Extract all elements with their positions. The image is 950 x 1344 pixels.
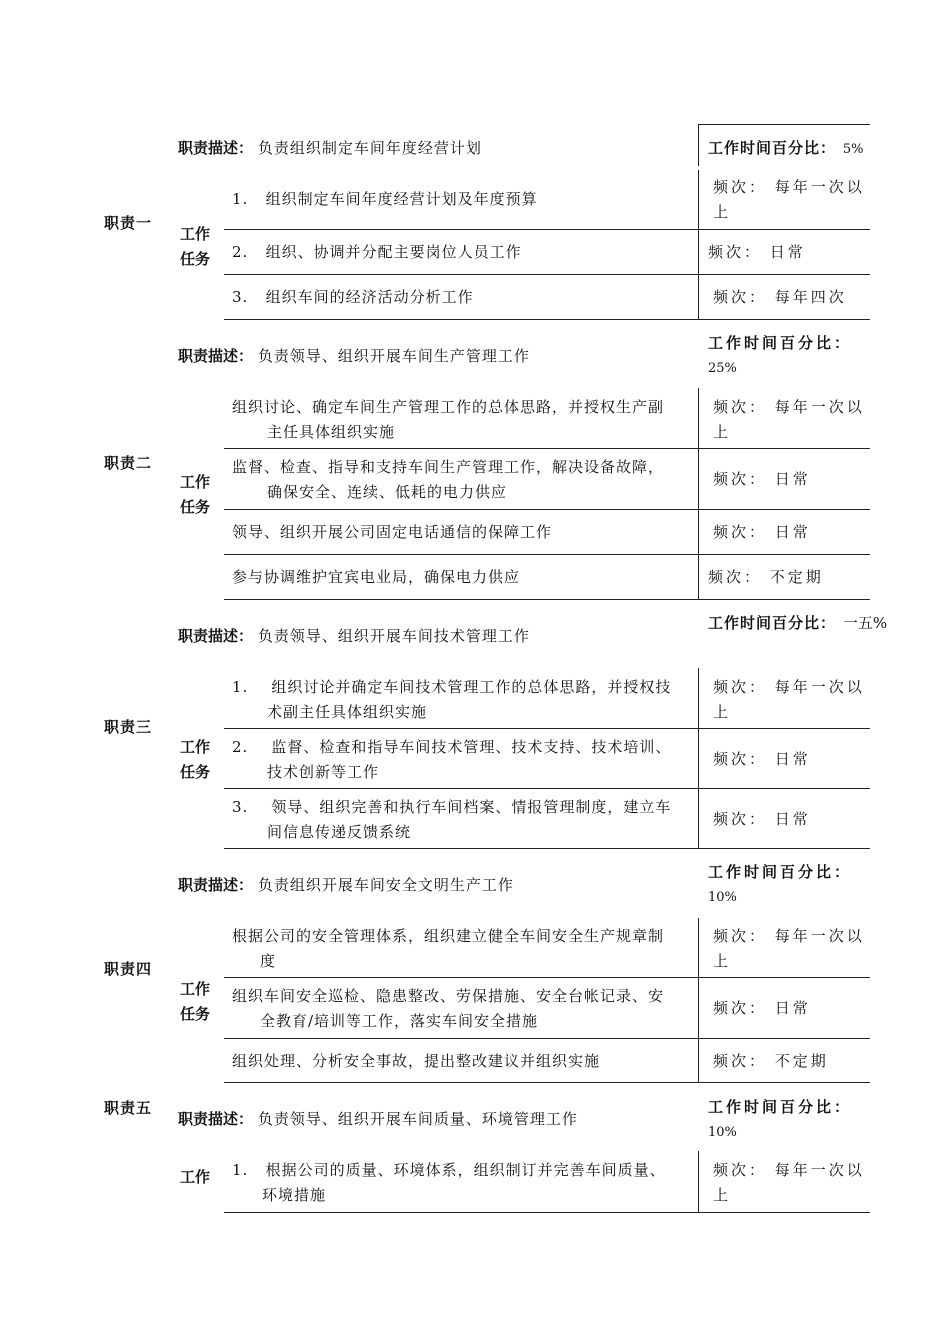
duty-4-desc-row: 职责描述： 负责组织开展车间安全文明生产工作: [178, 876, 514, 894]
col-divider: [698, 170, 699, 319]
duty-3-name: 职责三: [104, 718, 153, 736]
task-frequency: 频次： 日常: [713, 523, 811, 541]
work-label: 工作: [180, 1168, 211, 1186]
duty-5-pct: 10%: [708, 1125, 737, 1140]
rule: [224, 509, 870, 510]
duty-2-name: 职责二: [104, 454, 153, 472]
rule: [224, 229, 870, 230]
task-frequency: 频次： 日常: [713, 999, 811, 1017]
task-frequency: 频次： 每年一次以 上: [713, 927, 865, 970]
rule: [224, 319, 870, 320]
pct-label: 工作时间百分比: [708, 139, 821, 157]
rule: [224, 1212, 870, 1213]
task-item: 2. 组织、协调并分配主要岗位人员工作: [232, 243, 522, 261]
rule: [224, 554, 870, 555]
duty-4-pct: 10%: [708, 890, 737, 905]
task-item: 根据公司的安全管理体系，组织建立健全车间安全生产规章制 度: [232, 927, 665, 970]
task-frequency: 频次： 不定期: [708, 568, 824, 586]
rule: [224, 1082, 870, 1083]
task-item: 3. 领导、组织完善和执行车间档案、情报管理制度，建立车 间信息传递反馈系统: [232, 798, 672, 841]
duty-1-name: 职责一: [104, 214, 153, 232]
duty-4-desc: 负责组织开展车间安全文明生产工作: [257, 876, 514, 894]
duty-3-desc: 负责领导、组织开展车间技术管理工作: [257, 627, 530, 645]
duty-2-desc-row: 职责描述： 负责领导、组织开展车间生产管理工作: [178, 347, 530, 365]
rule: [224, 1038, 870, 1039]
duty-desc-label: 职责描述: [178, 139, 239, 157]
task-item: 3. 组织车间的经济活动分析工作: [232, 288, 474, 306]
task-frequency: 频次： 不定期: [713, 1052, 829, 1070]
duty-1-pct: 5%: [842, 142, 864, 157]
duty-4-pct-row: 工作时间百分比： 10%: [708, 860, 852, 910]
duty-1-desc-row: 职责描述： 负责组织制定车间年度经营计划: [178, 139, 482, 157]
rule: [224, 977, 870, 978]
duty-5-desc: 负责领导、组织开展车间质量、环境管理工作: [257, 1110, 578, 1128]
task-item: 组织处理、分析安全事故，提出整改建议并组织实施: [232, 1052, 601, 1070]
work-tasks-label: 工作 任务: [180, 738, 211, 781]
task-item: 领导、组织开展公司固定电话通信的保障工作: [232, 523, 553, 541]
duty-2-pct: 25%: [708, 361, 737, 376]
col-divider: [698, 918, 699, 1082]
duty-2-desc: 负责领导、组织开展车间生产管理工作: [257, 347, 530, 365]
work-tasks-label: 工作 任务: [180, 225, 211, 268]
task-frequency: 频次： 日常: [713, 470, 811, 488]
duty-3-desc-row: 职责描述： 负责领导、组织开展车间技术管理工作: [178, 627, 530, 645]
duty-1-desc: 负责组织制定车间年度经营计划: [257, 139, 482, 157]
col-divider: [698, 124, 699, 166]
task-frequency: 频次： 每年一次以 上: [713, 678, 865, 721]
top-rule: [698, 124, 870, 125]
col-divider: [698, 388, 699, 599]
task-item: 2. 监督、检查和指导车间技术管理、技术支持、技术培训、 技术创新等工作: [232, 738, 672, 781]
task-frequency: 频次： 每年一次以 上: [713, 1161, 865, 1204]
col-divider: [698, 1151, 699, 1212]
task-item: 组织讨论、确定车间生产管理工作的总体思路，并授权生产副 主任具体组织实施: [232, 398, 665, 441]
task-frequency: 频次： 日常: [713, 810, 811, 828]
task-frequency: 频次： 日常: [708, 243, 806, 261]
col-divider: [698, 668, 699, 848]
task-item: 组织车间安全巡检、隐患整改、劳保措施、安全台帐记录、安 全教育/培训等工作，落实车间安全措施: [232, 987, 665, 1030]
task-item: 1. 组织讨论并确定车间技术管理工作的总体思路，并授权技 术副主任具体组织实施: [232, 678, 672, 721]
duty-4-name: 职责四: [104, 960, 153, 978]
task-item: 参与协调维护宜宾电业局，确保电力供应: [232, 568, 521, 586]
rule: [224, 788, 870, 789]
task-item: 1. 组织制定车间年度经营计划及年度预算: [232, 190, 538, 208]
duty-1-pct-row: 工作时间百分比： 5%: [708, 139, 864, 157]
task-frequency: 频次： 日常: [713, 750, 811, 768]
task-item: 1. 根据公司的质量、环境体系，组织制订并完善车间质量、 环境措施: [232, 1161, 666, 1204]
task-frequency: 频次： 每年四次: [713, 288, 847, 306]
rule: [224, 848, 870, 849]
task-frequency: 频次： 每年一次以 上: [713, 178, 865, 221]
duty-5-name: 职责五: [104, 1099, 153, 1117]
duty-3-pct-row: 工作时间百分比： 一五%: [708, 614, 888, 632]
duty-2-pct-row: 工作时间百分比： 25%: [708, 331, 852, 381]
duty-5-desc-row: 职责描述： 负责领导、组织开展车间质量、环境管理工作: [178, 1110, 578, 1128]
task-item: 监督、检查、指导和支持车间生产管理工作，解决设备故障， 确保安全、连续、低耗的电力供应: [232, 458, 665, 501]
rule: [224, 274, 870, 275]
work-tasks-label: 工作 任务: [180, 980, 211, 1023]
task-frequency: 频次： 每年一次以 上: [713, 398, 865, 441]
work-tasks-label: 工作 任务: [180, 473, 211, 516]
rule: [224, 448, 870, 449]
rule: [224, 728, 870, 729]
duty-5-pct-row: 工作时间百分比： 10%: [708, 1095, 852, 1145]
rule: [224, 599, 870, 600]
